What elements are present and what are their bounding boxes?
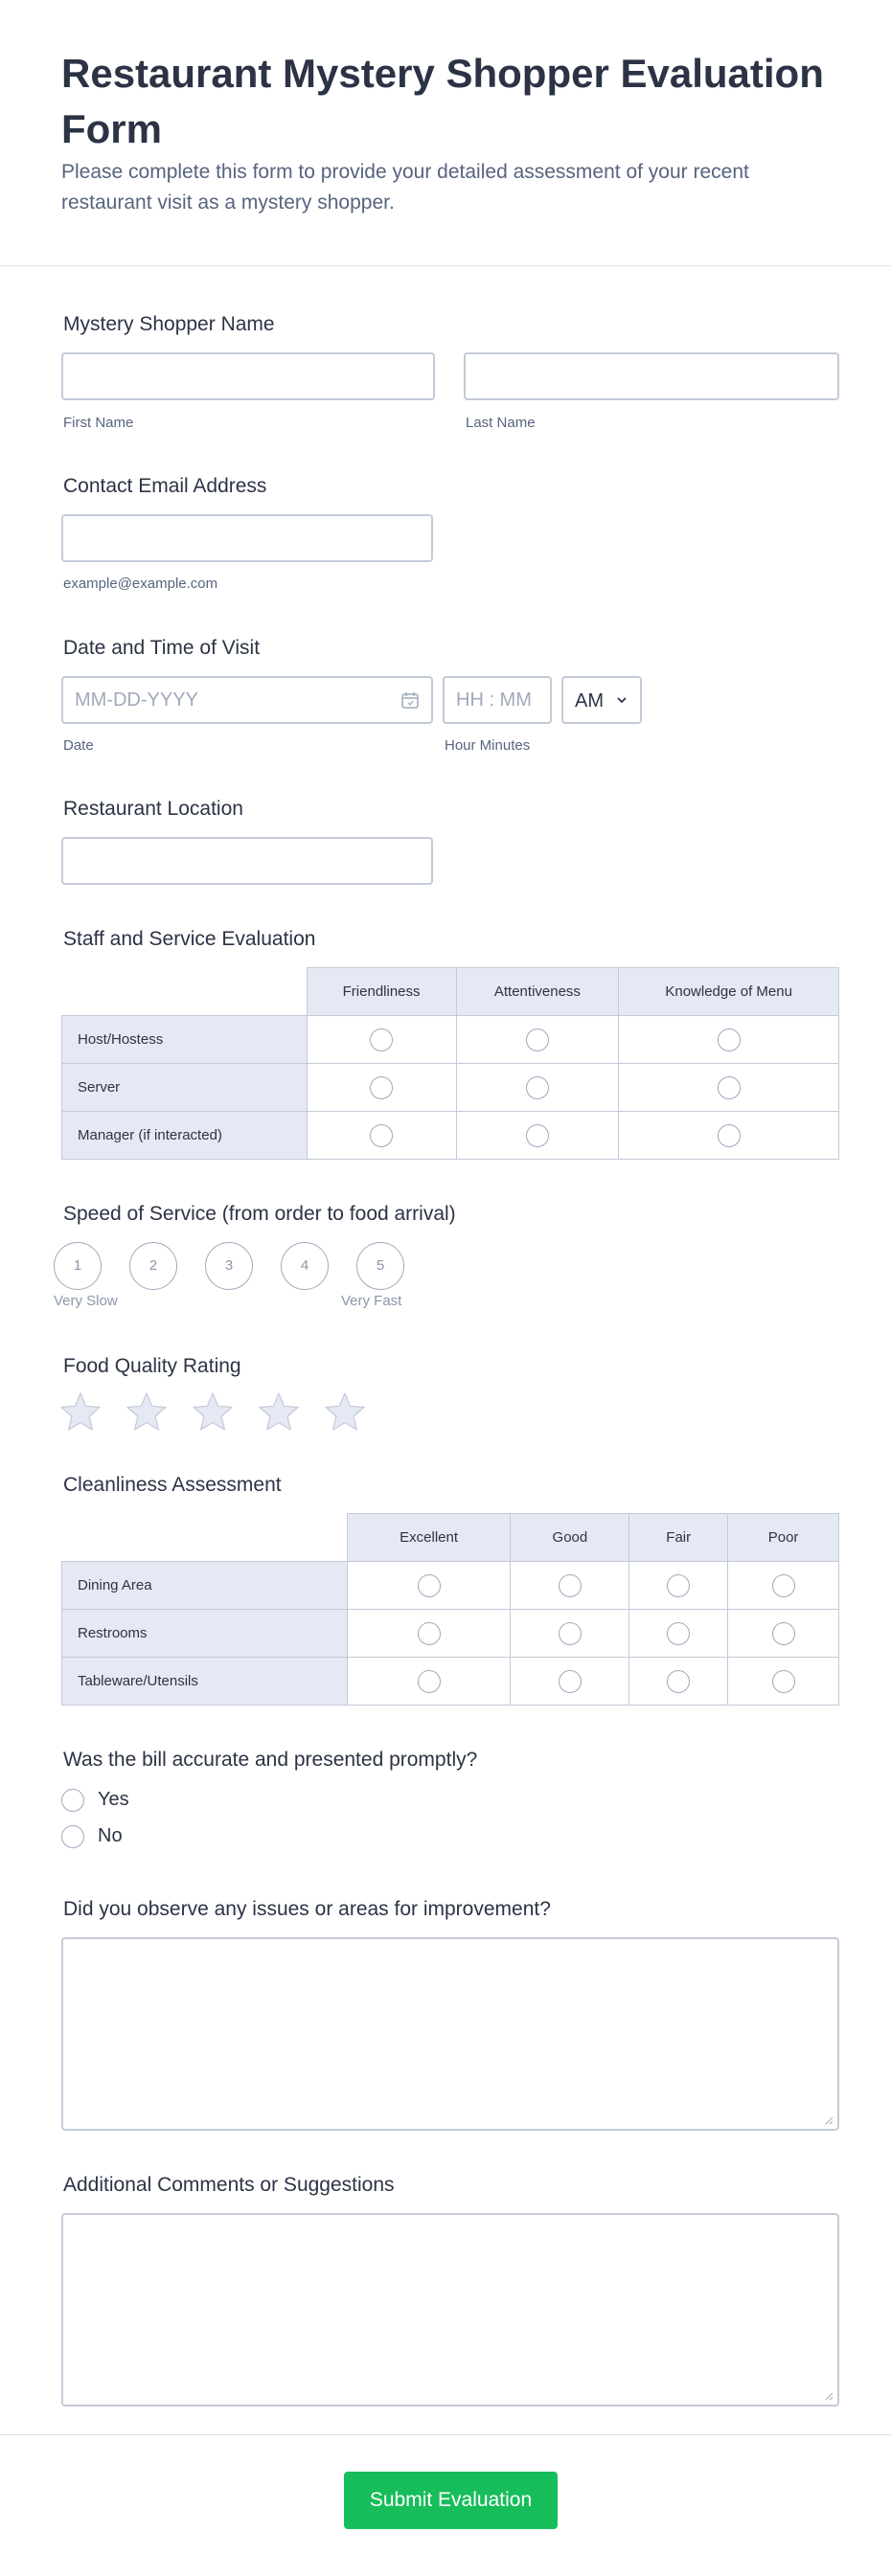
staff-row-header: Manager (if interacted) <box>62 1112 308 1160</box>
matrix-cell[interactable] <box>629 1658 728 1706</box>
radio-button[interactable] <box>526 1028 549 1051</box>
submit-button[interactable]: Submit Evaluation <box>344 2472 558 2529</box>
radio-button[interactable] <box>718 1076 741 1099</box>
radio-button[interactable] <box>526 1076 549 1099</box>
matrix-cell[interactable] <box>511 1610 629 1658</box>
matrix-cell[interactable] <box>728 1610 839 1658</box>
last-name-input[interactable] <box>464 352 839 400</box>
matrix-cell[interactable] <box>511 1658 629 1706</box>
matrix-corner <box>62 968 308 1016</box>
chevron-down-icon <box>615 693 628 707</box>
radio-button[interactable] <box>370 1124 393 1147</box>
email-label: Contact Email Address <box>63 475 267 497</box>
table-row <box>62 1658 839 1706</box>
speed-low-label: Very Slow <box>54 1293 118 1309</box>
speed-option-5[interactable]: 5 <box>356 1242 404 1290</box>
star-icon[interactable] <box>258 1390 300 1433</box>
cleanliness-matrix-label: Cleanliness Assessment <box>63 1474 282 1496</box>
table-row <box>62 1016 839 1064</box>
ampm-select[interactable] <box>561 676 642 724</box>
table-row <box>62 1112 839 1160</box>
first-name-input[interactable] <box>61 352 435 400</box>
radio-button[interactable] <box>526 1124 549 1147</box>
food-quality-label: Food Quality Rating <box>63 1355 241 1377</box>
email-input[interactable] <box>61 514 433 562</box>
radio-button[interactable] <box>667 1574 690 1597</box>
clean-col-header: Excellent <box>347 1514 511 1562</box>
speed-high-label: Very Fast <box>341 1293 402 1309</box>
last-name-sublabel: Last Name <box>466 415 536 431</box>
shopper-name-label: Mystery Shopper Name <box>63 313 275 335</box>
form-header <box>0 0 891 266</box>
staff-matrix <box>61 967 839 1160</box>
time-sublabel: Hour Minutes <box>445 737 531 754</box>
radio-button[interactable] <box>418 1670 441 1693</box>
issues-textarea[interactable] <box>61 1937 839 2131</box>
matrix-cell[interactable] <box>347 1562 511 1610</box>
star-icon[interactable] <box>126 1390 168 1433</box>
visit-datetime-label: Date and Time of Visit <box>63 637 261 659</box>
radio-button[interactable] <box>667 1670 690 1693</box>
matrix-cell[interactable] <box>307 1112 456 1160</box>
comments-textarea[interactable] <box>61 2213 839 2407</box>
table-row <box>62 1610 839 1658</box>
matrix-corner <box>62 1514 348 1562</box>
date-sublabel: Date <box>63 737 94 754</box>
form-title: Restaurant Mystery Shopper Evaluation Form <box>61 51 824 151</box>
resize-grip-icon[interactable] <box>824 2115 834 2125</box>
radio-button[interactable] <box>418 1574 441 1597</box>
matrix-cell[interactable] <box>347 1610 511 1658</box>
staff-col-header: Attentiveness <box>456 968 619 1016</box>
time-input[interactable] <box>443 676 552 724</box>
staff-row-header: Server <box>62 1064 308 1112</box>
form-footer <box>0 2434 891 2576</box>
table-row <box>62 1562 839 1610</box>
radio-button[interactable] <box>418 1622 441 1645</box>
star-icon[interactable] <box>59 1390 102 1433</box>
matrix-cell[interactable] <box>307 1016 456 1064</box>
comments-label: Additional Comments or Suggestions <box>63 2174 395 2196</box>
matrix-cell[interactable] <box>456 1064 619 1112</box>
bill-label: Was the bill accurate and presented promptly? <box>63 1749 478 1771</box>
cleanliness-matrix <box>61 1513 839 1706</box>
speed-option-1[interactable]: 1 <box>54 1242 102 1290</box>
staff-row-header: Host/Hostess <box>62 1016 308 1064</box>
radio-button[interactable] <box>61 1825 84 1848</box>
date-input[interactable] <box>61 676 433 724</box>
matrix-cell[interactable] <box>629 1562 728 1610</box>
staff-col-header: Knowledge of Menu <box>619 968 839 1016</box>
radio-button[interactable] <box>559 1574 582 1597</box>
table-row <box>62 1064 839 1112</box>
radio-button[interactable] <box>718 1124 741 1147</box>
radio-button[interactable] <box>370 1076 393 1099</box>
date-placeholder: MM-DD-YYYY <box>75 689 198 711</box>
clean-col-header: Poor <box>728 1514 839 1562</box>
matrix-cell[interactable] <box>619 1064 839 1112</box>
ampm-value: AM <box>575 690 604 712</box>
location-input[interactable] <box>61 837 433 885</box>
radio-button[interactable] <box>667 1622 690 1645</box>
matrix-cell[interactable] <box>629 1610 728 1658</box>
email-hint: example@example.com <box>63 576 218 592</box>
clean-col-header: Fair <box>629 1514 728 1562</box>
star-icon[interactable] <box>324 1390 366 1433</box>
location-label: Restaurant Location <box>63 798 243 820</box>
time-placeholder: HH : MM <box>456 689 532 711</box>
first-name-sublabel: First Name <box>63 415 134 431</box>
speed-option-3[interactable]: 3 <box>205 1242 253 1290</box>
bill-option-label: Yes <box>98 1789 129 1810</box>
resize-grip-icon[interactable] <box>824 2391 834 2401</box>
radio-button[interactable] <box>61 1789 84 1812</box>
matrix-cell[interactable] <box>456 1112 619 1160</box>
radio-button[interactable] <box>772 1622 795 1645</box>
staff-col-header: Friendliness <box>307 968 456 1016</box>
clean-row-header: Dining Area <box>62 1562 348 1610</box>
radio-button[interactable] <box>772 1574 795 1597</box>
bill-option-label: No <box>98 1825 123 1846</box>
matrix-cell[interactable] <box>456 1016 619 1064</box>
clean-row-header: Tableware/Utensils <box>62 1658 348 1706</box>
star-icon[interactable] <box>192 1390 234 1433</box>
radio-button[interactable] <box>370 1028 393 1051</box>
clean-col-header: Good <box>511 1514 629 1562</box>
speed-label: Speed of Service (from order to food arrival) <box>63 1203 456 1225</box>
matrix-cell[interactable] <box>619 1016 839 1064</box>
speed-option-2[interactable]: 2 <box>129 1242 177 1290</box>
radio-button[interactable] <box>559 1670 582 1693</box>
matrix-cell[interactable] <box>728 1562 839 1610</box>
radio-button[interactable] <box>772 1670 795 1693</box>
matrix-cell[interactable] <box>347 1658 511 1706</box>
issues-label: Did you observe any issues or areas for improvement? <box>63 1898 551 1920</box>
matrix-cell[interactable] <box>511 1562 629 1610</box>
matrix-cell[interactable] <box>728 1658 839 1706</box>
matrix-cell[interactable] <box>307 1064 456 1112</box>
radio-button[interactable] <box>559 1622 582 1645</box>
clean-row-header: Restrooms <box>62 1610 348 1658</box>
calendar-icon[interactable] <box>400 690 420 710</box>
staff-matrix-label: Staff and Service Evaluation <box>63 928 316 950</box>
matrix-cell[interactable] <box>619 1112 839 1160</box>
speed-option-4[interactable]: 4 <box>281 1242 329 1290</box>
form-subtitle: Please complete this form to provide your detailed assessment of your recent restaurant visit as a mystery shopper. <box>61 161 749 214</box>
radio-button[interactable] <box>718 1028 741 1051</box>
